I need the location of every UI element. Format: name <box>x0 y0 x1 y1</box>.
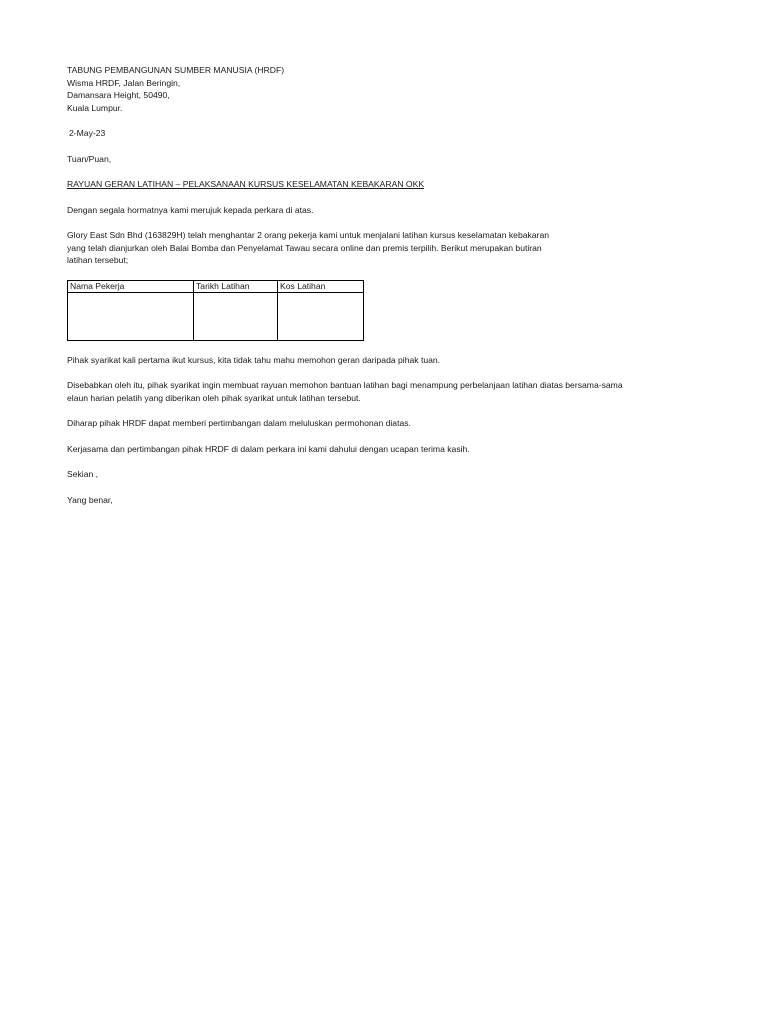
paragraph-appeal <box>67 379 687 404</box>
letter-date: 2-May-23 <box>69 128 106 138</box>
header-nama-pekerja: Nama Pekerja <box>68 280 194 292</box>
header-kos-latihan: Kos Latihan <box>278 280 364 292</box>
paragraph-line: elaun harian pelatih yang diberikan oleh pihak syarikat untuk latihan tersebut. <box>67 392 361 403</box>
paragraph-line: Glory East Sdn Bhd (163829H) telah menghantar 2 orang pekerja kami untuk menjalani latihan kursus keselamatan kebakaran <box>67 230 550 240</box>
address-line-3: Damansara Height, 50490, <box>67 90 170 100</box>
cell-tarikh-latihan <box>194 292 278 340</box>
table-row <box>68 292 364 340</box>
cell-nama-pekerja <box>68 292 194 340</box>
address-line-1: TABUNG PEMBANGUNAN SUMBER MANUSIA (HRDF) <box>67 65 285 75</box>
paragraph-training-details <box>67 229 687 267</box>
letter-subject: RAYUAN GERAN LATIHAN – PELAKSANAAN KURSUS KESELAMATAN KEBAKARAN OKK <box>67 179 425 189</box>
paragraph-line: latihan tersebut; <box>67 255 129 265</box>
paragraph-thanks: Kerjasama dan pertimbangan pihak HRDF di dalam perkara ini kami dahului dengan ucapan terima kasih. <box>67 443 470 454</box>
closing-yang-benar: Yang benar, <box>67 494 113 505</box>
closing-sekian: Sekian , <box>67 469 99 479</box>
paragraph-line: Disebabkan oleh itu, pihak syarikat ingin membuat rayuan memohon bantuan latihan bagi menampung perbelanjaan latihan diatas bersama-sama <box>67 380 623 390</box>
address-line-4: Kuala Lumpur. <box>67 102 123 113</box>
paragraph-consideration: Diharap pihak HRDF dapat memberi pertimbangan dalam meluluskan permohonan diatas. <box>67 418 411 428</box>
letter-page <box>67 64 687 506</box>
address-line-2: Wisma HRDF, Jalan Beringin, <box>67 77 181 88</box>
paragraph-first-course: Pihak syarikat kali pertama ikut kursus, kita tidak tahu mahu memohon geran daripada pihak tuan. <box>67 354 441 365</box>
training-table <box>67 280 364 341</box>
table-header-row <box>68 280 364 292</box>
opening-paragraph: Dengan segala hormatnya kami merujuk kepada perkara di atas. <box>67 204 314 215</box>
cell-kos-latihan <box>278 292 364 340</box>
header-tarikh-latihan: Tarikh Latihan <box>194 280 278 292</box>
recipient-address <box>67 64 687 114</box>
salutation: Tuan/Puan, <box>67 153 112 164</box>
paragraph-line: yang telah dianjurkan oleh Balai Bomba dan Penyelamat Tawau secara online dan premis terpilih. Berikut merupakan butiran <box>67 242 542 253</box>
